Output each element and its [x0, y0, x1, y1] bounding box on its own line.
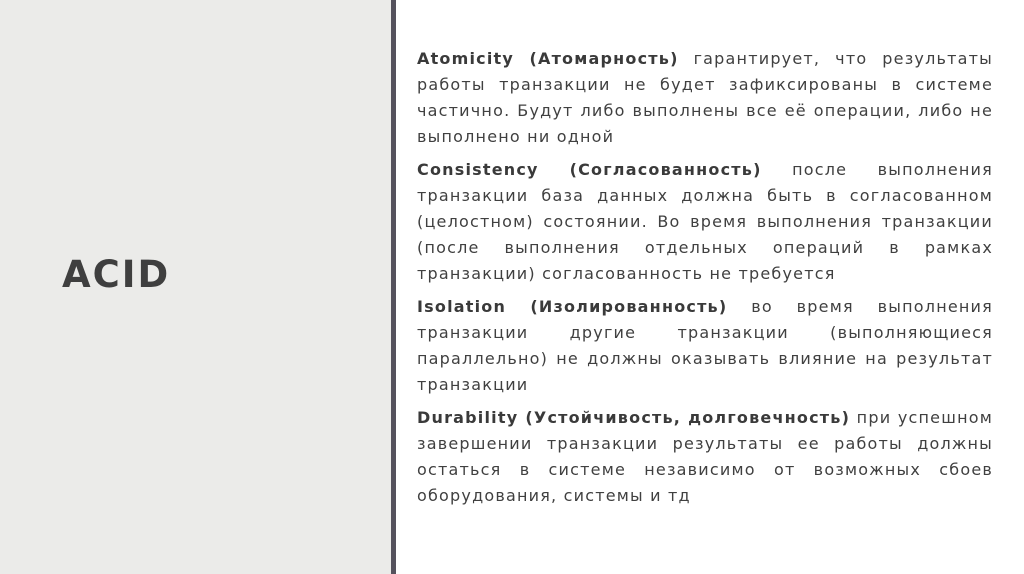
text-atomicity: гарантирует, что результаты работы транзакции не будет зафиксированы в системе частично. Будут либо выполнены все её операции, либо не выполнено ни одной	[417, 49, 994, 146]
title-panel	[0, 0, 391, 574]
term-durability: Durability (Устойчивость, долговечность)	[417, 408, 851, 427]
definition-consistency	[417, 157, 993, 287]
definitions-list	[417, 46, 993, 516]
definition-durability	[417, 405, 993, 509]
content-panel	[396, 0, 1024, 574]
text-durability: при успешном завершении транзакции результаты ее работы должны остаться в системе независимо от возможных сбоев оборудования, системы и тд	[417, 408, 993, 505]
term-isolation: Isolation (Изолированность)	[417, 297, 728, 316]
text-isolation: во время выполнения транзакции другие транзакции (выполняющиеся параллельно) не должны оказывать влияние на результат транзакции	[417, 297, 993, 394]
term-atomicity: Atomicity (Атомарность)	[417, 49, 679, 68]
text-consistency: после выполнения транзакции база данных должна быть в согласованном (целостном) состоянии. Во время выполнения транзакции (после выполнения отдельных операций в рамках транзакции) согласованность не требуется	[417, 160, 993, 283]
term-consistency: Consistency (Согласованность)	[417, 160, 762, 179]
slide-title: ACID	[62, 253, 171, 296]
definition-isolation	[417, 294, 993, 398]
definition-atomicity	[417, 46, 993, 150]
